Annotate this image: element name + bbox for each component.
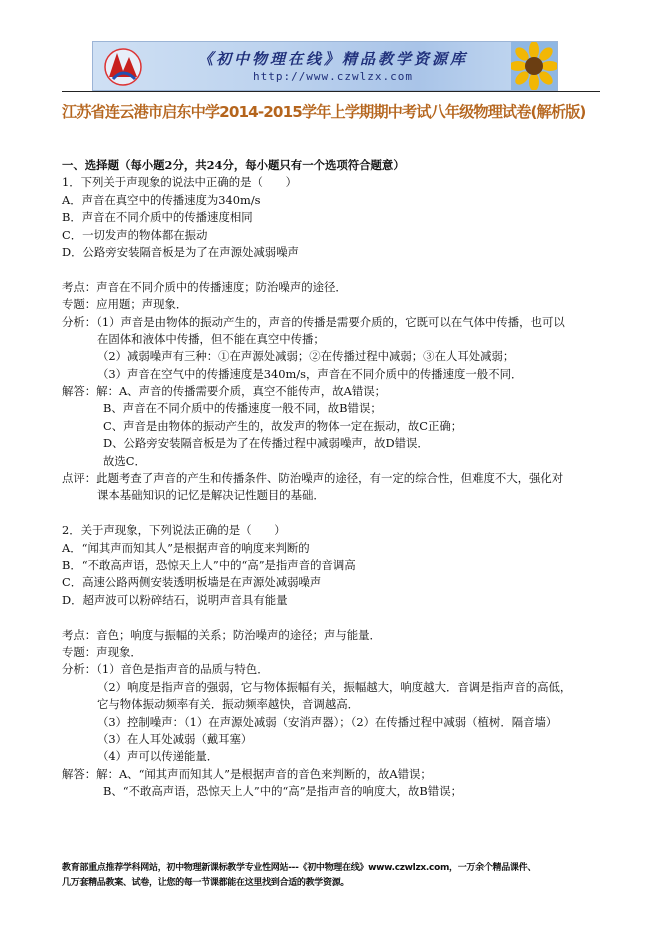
text-line: （2）响度是指声音的强弱，它与物体振幅有关，振幅越大，响度越大．音调是指声音的高低， [97, 679, 572, 694]
text-line: B、声音在不同介质中的传播速度一般不同，故B错误； [103, 401, 382, 416]
text-line: A．“闻其声而知其人”是根据声音的响度来判断的 [62, 540, 310, 555]
text-line: A．声音在真空中的传播速度为340m/s [62, 192, 261, 207]
text-line: 考点：音色；响度与振幅的关系；防治噪声的途径；声与能量． [62, 627, 381, 642]
text-line: D、公路旁安装隔音板是为了在传播过程中减弱噪声，故D错误． [103, 436, 429, 451]
text-line: D．公路旁安装隔音板是为了在声源处减弱噪声 [62, 244, 299, 259]
footer-line-1: 教育部重点推荐学科网站，初中物理新课标教学专业性网站---《初中物理在线》www.czwlzx.com，一万余个精品课件、 [62, 863, 537, 873]
text-line: C．高速公路两侧安装透明板墙是在声源处减弱噪声 [62, 575, 322, 590]
text-line: 专题：应用题；声现象． [62, 297, 188, 312]
text-line: 分析：（1）声音是由物体的振动产生的，声音的传播是需要介质的，它既可以在气体中传播，也可以 [62, 314, 565, 329]
text-line: B．“不敢高声语，恐惊天上人”中的“高”是指声音的音调高 [62, 557, 356, 572]
blank-line [62, 609, 607, 626]
text-line: （3）控制噪声：（1）在声源处减弱（安消声器）；（2）在传播过程中减弱（植树．隔音墙） [97, 714, 558, 729]
header-banner [92, 41, 558, 91]
text-line: 1．下列关于声现象的说法中正确的是（ ） [62, 175, 298, 190]
sunflower-icon [511, 42, 557, 90]
text-line: 点评：此题考查了声音的产生和传播条件、防治噪声的途径，有一定的综合性，但难度不大，强化对 [62, 471, 564, 486]
document-title: 江苏省连云港市启东中学2014-2015学年上学期期中考试八年级物理试卷(解析版) [62, 103, 586, 121]
text-line: （3）声音在空气中的传播速度是340m/s，声音在不同介质中的传播速度一般不同． [97, 366, 523, 381]
text-line: C、声音是由物体的振动产生的，故发声的物体一定在振动，故C正确； [103, 418, 463, 433]
text-line: 考点：声音在不同介质中的传播速度；防治噪声的途径． [62, 279, 347, 294]
text-line: 解答：解：A、声音的传播需要介质，真空不能传声，故A错误； [62, 384, 387, 399]
text-line: 在固体和液体中传播，但不能在真空中传播； [97, 331, 325, 346]
text-line: 课本基础知识的记忆是解决记性题目的基础． [97, 488, 325, 503]
text-line: （4）声可以传递能量． [97, 749, 219, 764]
text-line: C．一切发声的物体都在振动 [62, 227, 208, 242]
text-line: （3）在人耳处减弱（戴耳塞） [97, 731, 253, 746]
footer-line-2: 几万套精品教案、试卷，让您的每一节课都能在这里找到合适的教学资源。 [62, 878, 350, 888]
text-line: 故选C． [103, 453, 146, 468]
blank-line [62, 505, 607, 522]
text-line: 一、选择题（每小题2分，共24分，每小题只有一个选项符合题意） [62, 158, 405, 172]
banner-url[interactable]: http://www.czwlzx.com [252, 70, 414, 83]
blank-line [62, 261, 607, 278]
site-logo-icon [99, 45, 147, 87]
text-line: D．超声波可以粉碎结石，说明声音具有能量 [62, 592, 288, 607]
text-line: 2．关于声现象，下列说法正确的是（ ） [62, 523, 286, 538]
banner-title: 《初中物理在线》精品教学资源库 [197, 50, 468, 68]
header-rule [62, 91, 600, 92]
page-footer [62, 861, 612, 891]
text-line: （2）减弱噪声有三种：①在声源处减弱；②在传播过程中减弱；③在人耳处减弱； [97, 349, 515, 364]
document-body [62, 157, 607, 800]
text-line: B．声音在不同介质中的传播速度相同 [62, 210, 253, 225]
text-line: 专题：声现象． [62, 644, 142, 659]
text-line: B、“不敢高声语，恐惊天上人”中的“高”是指声音的响度大，故B错误； [103, 784, 462, 799]
text-line: 分析：（1）音色是指声音的品质与特色． [62, 662, 269, 677]
text-line: 它与物体振动频率有关．振动频率越快，音调越高． [97, 697, 359, 712]
text-line: 解答：解：A、“闻其声而知其人”是根据声音的音色来判断的，故A错误； [62, 766, 432, 781]
